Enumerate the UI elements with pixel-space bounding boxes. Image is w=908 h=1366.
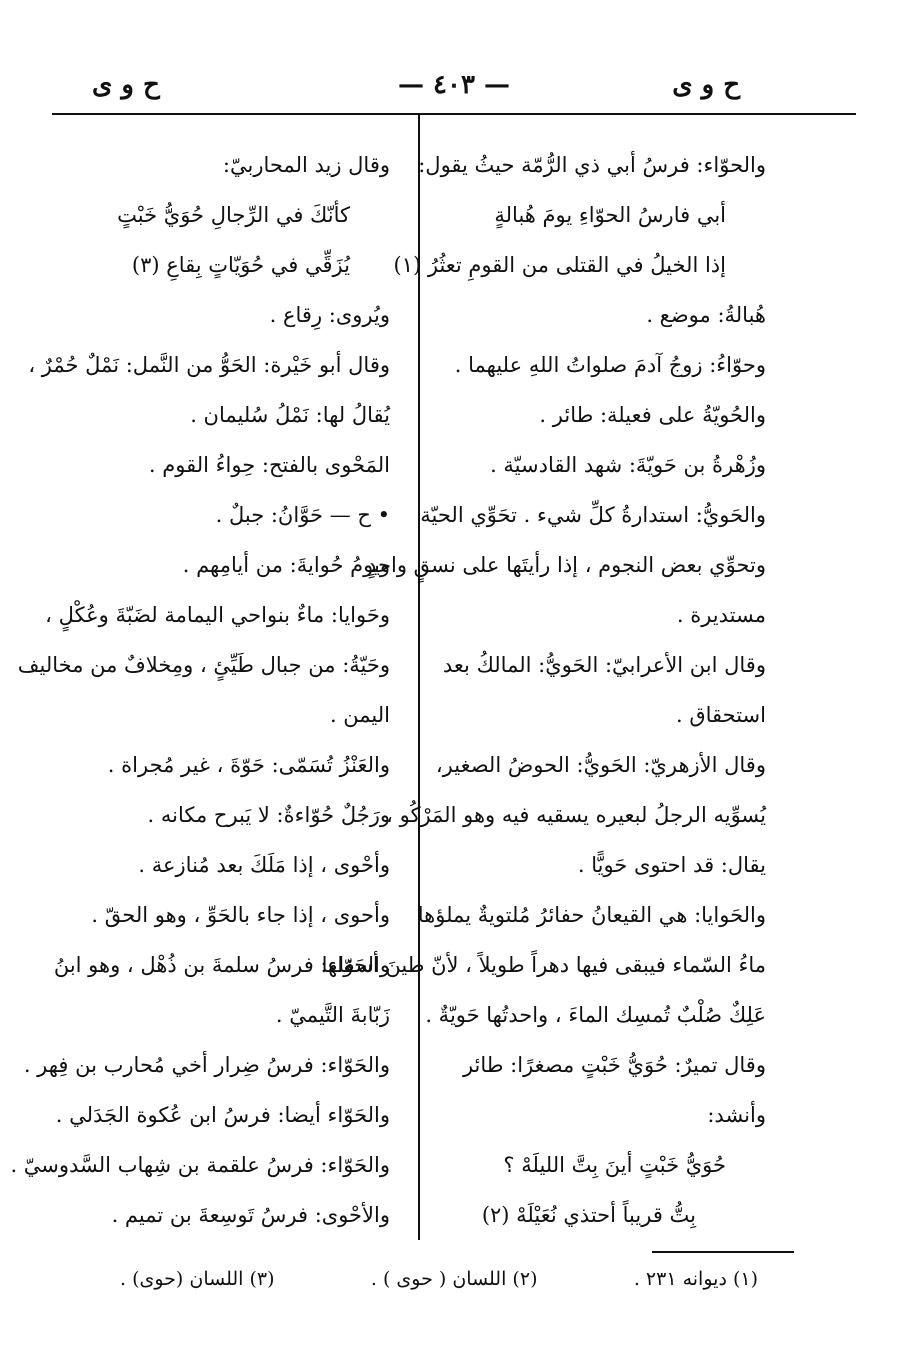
text-line: زَبّابةَ التَّيميّ . <box>275 1003 390 1027</box>
text-line: وقال الأزهريّ: الحَويُّ: الحوضُ الصغير، <box>435 753 766 777</box>
footnote: (٢) اللسان ( حوى ) . <box>370 1268 538 1290</box>
text-line: والحَوّاء: فرسُ سلمةَ بن ذُهْل ، وهو ابنُ <box>53 953 390 977</box>
footnote-rule <box>652 1251 794 1253</box>
text-line: والحَوّاء: فرسُ ضِرار أخي مُحارب بن فِهر . <box>23 1053 390 1077</box>
verse-line: بِتُّ قريباً أحتذي نُعَيْلَهْ (٢) <box>481 1203 696 1227</box>
text-line: ويُروى: رِقاع . <box>269 303 390 327</box>
text-line: ماءُ السّماء فيبقى فيها دهراً طويلاً ، لأنّ طينَ أسفلها <box>321 953 766 977</box>
text-line: وتحوِّي بعض النجوم ، إذا رأيتَها على نسقٍ واحدٍ <box>367 553 766 577</box>
text-line: والحَوّاء: فرسُ علقمة بن شِهاب السَّدوسيّ . <box>10 1153 390 1177</box>
left-column <box>10 140 390 1240</box>
text-line: يقال: قد احتوى حَويًّا . <box>577 853 766 877</box>
verse-line: كأنّكَ في الرِّجالِ حُوَيُّ خَبْتٍ <box>117 203 350 227</box>
text-line: والأحْوى: فرسُ تَوسِعةَ بن تميم . <box>111 1203 390 1227</box>
text-line: هُبالةُ: موضع . <box>646 303 766 327</box>
text-line: عَلِكٌ صُلْبٌ تُمسِك الماءَ ، واحدتُها حَويّةٌ . <box>425 1003 766 1027</box>
page-number: — ٤٠٣ — <box>397 70 511 100</box>
text-line: اليمن . <box>329 703 390 727</box>
text-line: وقال زيد المحاربيّ: <box>222 153 390 177</box>
text-line: والحُويّةُ على فعيلة: طائر . <box>539 403 766 427</box>
text-line: والحَوّاء أيضا: فرسُ ابن عُكوة الجَدَلي . <box>55 1103 390 1127</box>
footnote: (١) ديوانه ٢٣١ . <box>633 1268 758 1290</box>
entry-heading: • ح — حَوَّانُ: جبلٌ . <box>215 503 390 527</box>
verse-line: حُوَيُّ خَبْتٍ أينَ بِتَّ الليلَهْ ؟ <box>503 1153 726 1177</box>
text-line: والحَويُّ: استدارةُ كلِّ شيء . تحَوِّي الحيّة <box>420 503 766 527</box>
text-line: المَحْوى بالفتح: حِواءُ القوم . <box>148 453 390 477</box>
text-line: مستديرة . <box>676 603 766 627</box>
running-head-right: ح و ى <box>672 70 740 100</box>
text-line: وزُهْرةُ بن حَويّةَ: شهد القادسيّة . <box>490 453 766 477</box>
text-line: وحوّاءُ: زوجُ آدمَ صلواتُ اللهِ عليهما . <box>454 353 766 377</box>
header-rule <box>52 113 856 115</box>
verse-line: يُزَقِّي في حُوَيّاتٍ بِقاعِ (٣) <box>131 253 350 277</box>
text-line: والحَوايا: هي القيعانُ حفائرُ مُلتويةٌ يملؤها <box>417 903 766 927</box>
running-head-left: ح و ى <box>92 70 160 100</box>
text-line: ويومُ حُوايةَ: من أيامِهم . <box>182 553 390 577</box>
text-line: استحقاق . <box>676 703 766 727</box>
text-line: والحوّاء: فرسُ أبي ذي الرُّمّة حيثُ يقول: <box>418 153 766 177</box>
text-line: وحَوايا: ماءٌ بنواحي اليمامة لضَبّةَ وعُكْلٍ ، <box>45 603 390 627</box>
text-line: وحَيّةُ: من جبال طَيِّئٍ ، ومِخلافٌ من مخاليف <box>17 653 390 677</box>
footnote: (٣) اللسان (حوى) . <box>120 1268 275 1290</box>
text-line: وقال تميرٌ: حُوَيُّ خَبْتٍ مصغرًا: طائر <box>462 1053 766 1077</box>
text-line: ورَجُلٌ حُوّاءةٌ: لا يَبرح مكانه . <box>147 803 390 827</box>
text-line: يُسوِّيه الرجلُ لبعيره يسقيه فيه وهو المَرْكُو ، <box>386 803 766 827</box>
text-line: وأحوى ، إذا جاء بالحَوِّ ، وهو الحقّ . <box>91 903 390 927</box>
text-line: وأنشد: <box>707 1103 766 1127</box>
footnotes <box>120 1268 758 1290</box>
text-line: والعَنْزُ تُسَمّى: حَوّةَ ، غير مُجراة . <box>107 753 390 777</box>
verse-line: أبي فارسُ الحوّاءِ يومَ هُبالةٍ <box>494 203 726 227</box>
text-line: يُقالُ لها: نَمْلُ سُليمان . <box>190 403 390 427</box>
text-line: وقال ابن الأعرابيّ: الحَويُّ: المالكُ بعد <box>442 653 766 677</box>
text-line: وأحْوى ، إذا مَلَكَ بعد مُنازعة . <box>138 853 390 877</box>
verse-line: إذا الخيلُ في القتلى من القومِ تعثُرُ (١) <box>393 253 726 277</box>
text-line: وقال أبو خَيْرة: الحَوُّ من النَّمل: نَمْلٌ حُمْرٌ ، <box>28 353 390 377</box>
